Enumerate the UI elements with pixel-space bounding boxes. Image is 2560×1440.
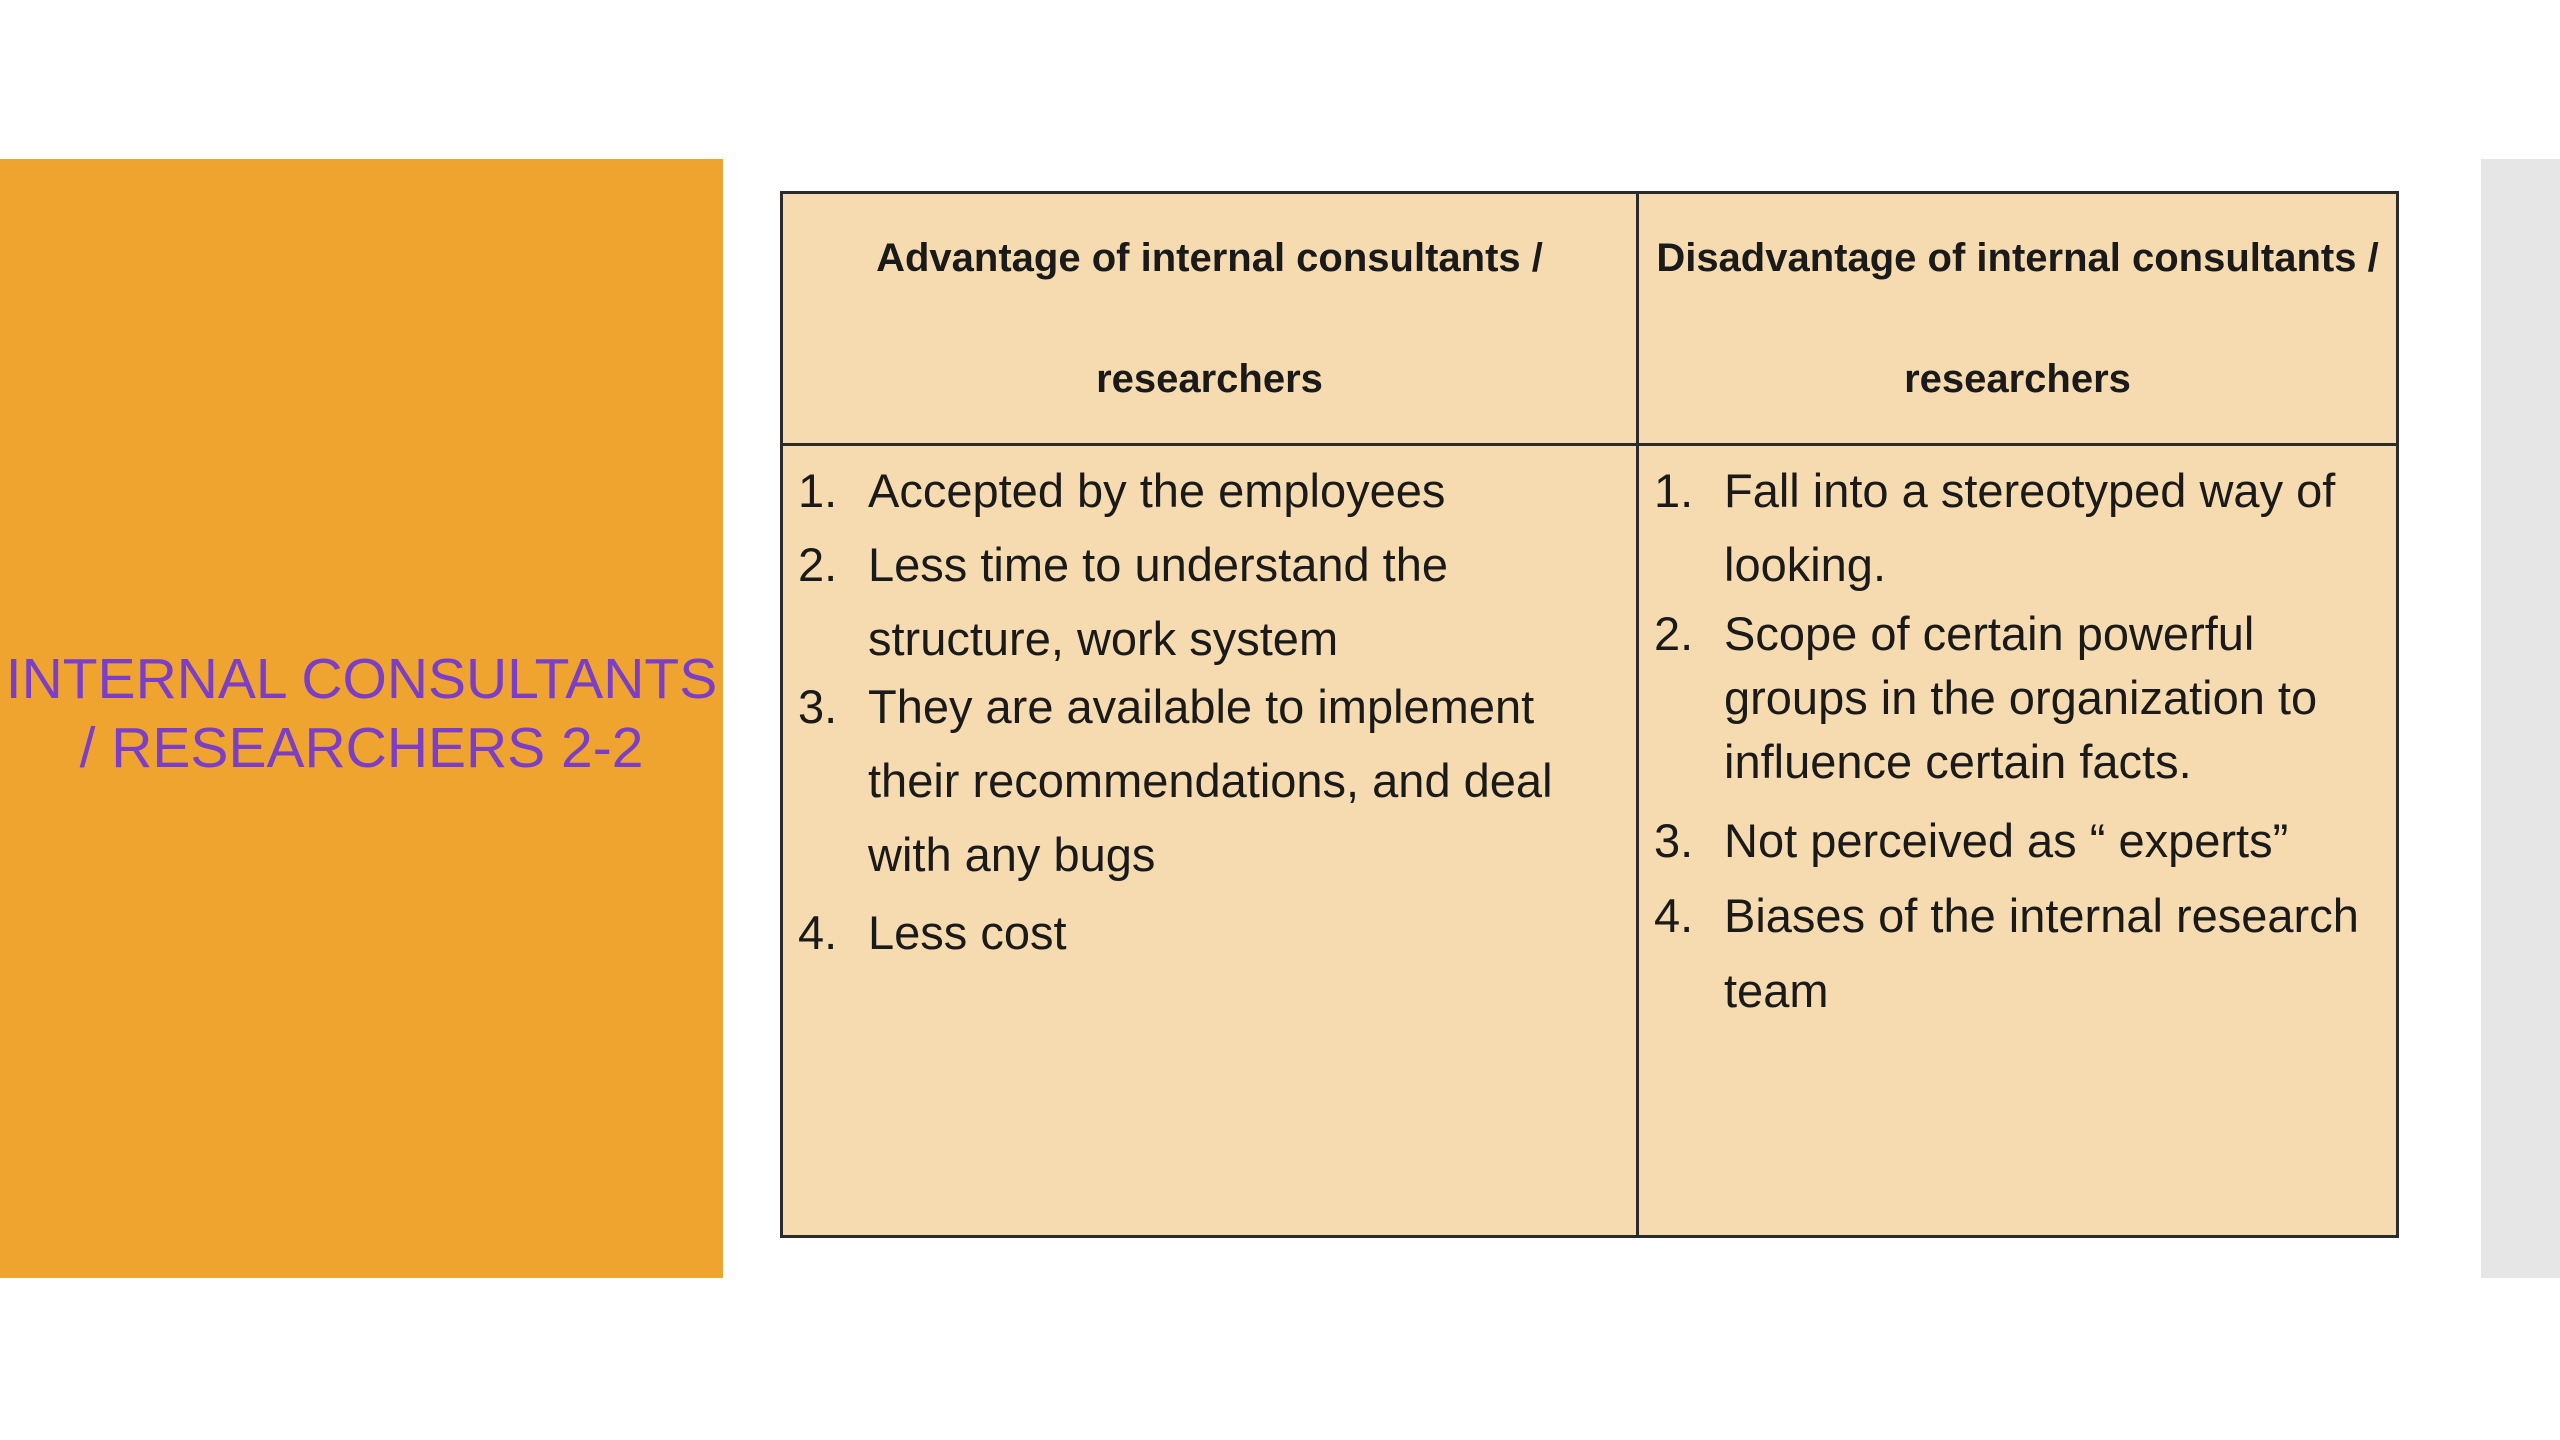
advantages-cell xyxy=(783,446,1636,1235)
slide-title xyxy=(0,645,723,783)
list-item xyxy=(1639,878,2396,1028)
list-item xyxy=(1639,804,2396,878)
header-disadvantages xyxy=(1639,194,2396,443)
comparison-table xyxy=(780,191,2399,1238)
item-number: 4. xyxy=(798,906,838,959)
list-item xyxy=(1639,454,2396,602)
list-item xyxy=(783,454,1636,528)
list-item xyxy=(783,670,1636,892)
item-text: Scope of certain powerful groups in the organization to influence certain facts. xyxy=(1724,607,2318,788)
slide-title-text: INTERNAL CONSULTANTS / RESEARCHERS 2-2 xyxy=(5,646,718,780)
item-number: 2. xyxy=(1654,607,1694,660)
item-text: Accepted by the employees xyxy=(868,464,1446,517)
header-advantages-label: Advantage of internal consultants / researchers xyxy=(876,235,1543,401)
list-item xyxy=(783,896,1636,970)
item-number: 1. xyxy=(798,464,838,517)
list-item xyxy=(783,528,1636,676)
item-number: 3. xyxy=(798,680,838,733)
title-panel xyxy=(0,159,723,1278)
item-text: They are available to implement their recommendations, and deal with any bugs xyxy=(868,680,1553,881)
item-number: 3. xyxy=(1654,814,1694,867)
side-strip xyxy=(2481,159,2560,1278)
disadvantages-cell xyxy=(1639,446,2396,1235)
disadvantages-list xyxy=(1639,454,2396,1028)
item-text: Not perceived as “ experts” xyxy=(1724,814,2289,867)
item-text: Biases of the internal research team xyxy=(1724,889,2359,1017)
item-text: Less cost xyxy=(868,906,1067,959)
item-text: Less time to understand the structure, work system xyxy=(868,538,1449,665)
item-text: Fall into a stereotyped way of looking. xyxy=(1724,464,2336,591)
advantages-list xyxy=(783,454,1636,970)
header-disadvantages-label: Disadvantage of internal consultants / researchers xyxy=(1656,235,2379,401)
list-item xyxy=(1639,602,2396,794)
item-number: 2. xyxy=(798,538,838,591)
header-advantages xyxy=(783,194,1636,443)
item-number: 4. xyxy=(1654,889,1694,942)
item-number: 1. xyxy=(1654,464,1694,517)
